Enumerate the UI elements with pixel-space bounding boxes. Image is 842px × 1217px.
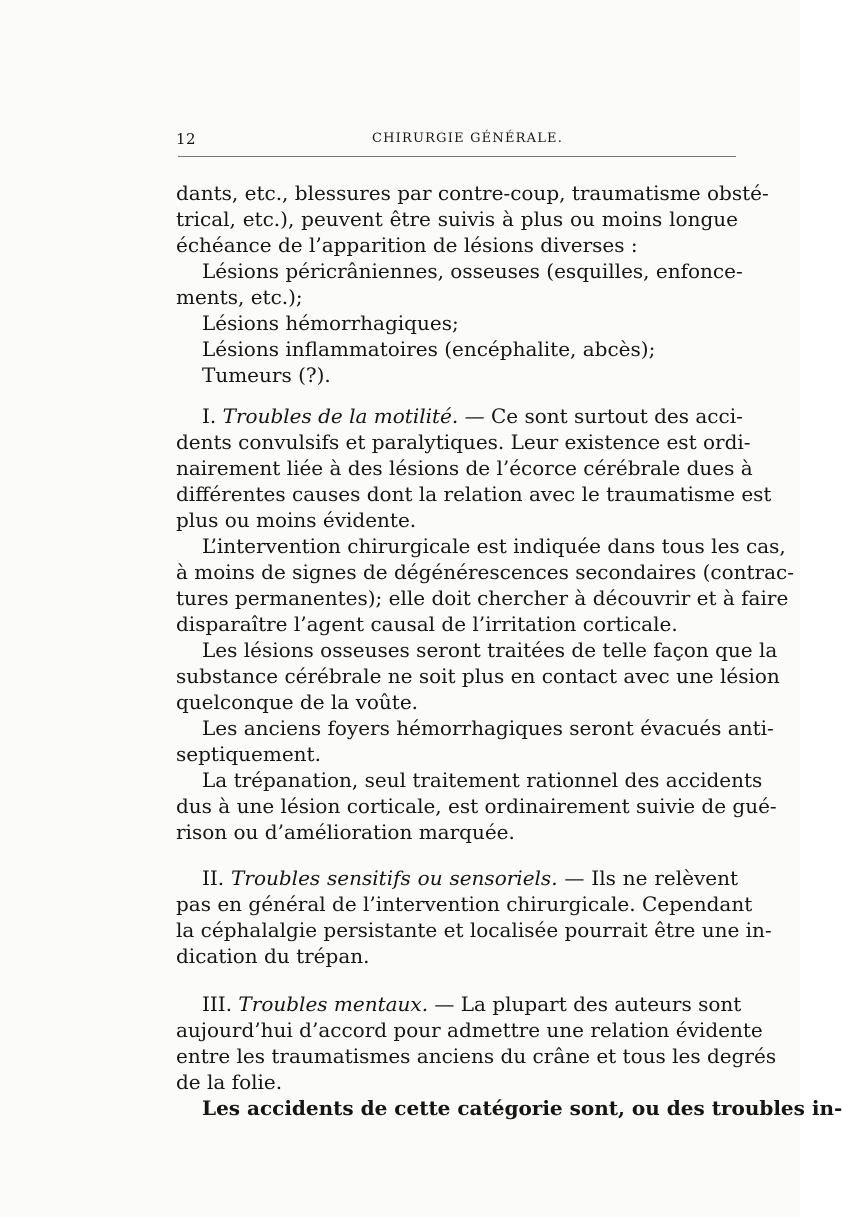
section-heading-continuation: — Ils ne relèvent bbox=[564, 866, 738, 890]
text-line: dents convulsifs et paralytiques. Leur existence est ordi- bbox=[176, 430, 751, 454]
list-item: Lésions hémorrhagiques; bbox=[202, 311, 459, 335]
text-line: substance cérébrale ne soit plus en contact avec une lésion bbox=[176, 664, 780, 688]
text-line: L’intervention chirurgicale est indiquée dans tous les cas, bbox=[202, 534, 786, 558]
motility-section bbox=[176, 403, 794, 845]
section-heading-line bbox=[176, 991, 742, 1017]
lesion-list bbox=[176, 258, 743, 388]
running-title: CHIRURGIE GÉNÉRALE. bbox=[372, 131, 564, 146]
text-line: tures permanentes); elle doit chercher à découvrir et à faire bbox=[176, 586, 789, 610]
text-line: de la folie. bbox=[176, 1070, 283, 1094]
section-heading-line bbox=[176, 865, 738, 891]
text-line: différentes causes dont la relation avec le traumatisme est bbox=[176, 482, 772, 506]
list-item: Tumeurs (?). bbox=[202, 363, 331, 387]
intro-paragraph bbox=[176, 180, 769, 258]
text-line: entre les traumatismes anciens du crâne et tous les degrés bbox=[176, 1044, 777, 1068]
text-line: Les anciens foyers hémorrhagiques seront évacués anti- bbox=[202, 716, 774, 740]
text-line: échéance de l’apparition de lésions diverses : bbox=[176, 233, 638, 257]
text-line: dants, etc., blessures par contre-coup, traumatisme obsté- bbox=[176, 181, 769, 205]
header-rule bbox=[178, 156, 736, 157]
section-number: III. bbox=[202, 992, 233, 1016]
section-heading-continuation: — La plupart des auteurs sont bbox=[434, 992, 742, 1016]
text-line: aujourd’hui d’accord pour admettre une relation évidente bbox=[176, 1018, 763, 1042]
text-line: Les lésions osseuses seront traitées de telle façon que la bbox=[202, 638, 778, 662]
section-title: Troubles de la motilité. bbox=[222, 404, 459, 428]
text-line: à moins de signes de dégénérescences secondaires (contrac- bbox=[176, 560, 794, 584]
text-line: septiquement. bbox=[176, 742, 321, 766]
mental-section bbox=[176, 991, 842, 1121]
section-number: I. bbox=[202, 404, 217, 428]
text-line: La trépanation, seul traitement rationnel des accidents bbox=[202, 768, 763, 792]
text-line: Les accidents de cette catégorie sont, ou des troubles in- bbox=[202, 1096, 842, 1120]
section-number: II. bbox=[202, 866, 225, 890]
running-head bbox=[176, 130, 736, 154]
text-line: rison ou d’amélioration marquée. bbox=[176, 820, 515, 844]
text-line: quelconque de la voûte. bbox=[176, 690, 419, 714]
list-item: Lésions inflammatoires (encéphalite, abcès); bbox=[202, 337, 656, 361]
text-line: la céphalalgie persistante et localisée pourrait être une in- bbox=[176, 918, 772, 942]
text-line: pas en général de l’intervention chirurgicale. Cependant bbox=[176, 892, 753, 916]
list-item: Lésions péricrâniennes, osseuses (esquilles, enfonce- bbox=[202, 259, 743, 283]
text-line: nairement liée à des lésions de l’écorce cérébrale dues à bbox=[176, 456, 753, 480]
text-line: plus ou moins évidente. bbox=[176, 508, 417, 532]
text-line: dus à une lésion corticale, est ordinairement suivie de gué- bbox=[176, 794, 777, 818]
section-heading-line bbox=[176, 403, 743, 429]
text-line: trical, etc.), peuvent être suivis à plus ou moins longue bbox=[176, 207, 738, 231]
section-heading-continuation: — Ce sont surtout des acci- bbox=[464, 404, 743, 428]
section-title: Troubles mentaux. bbox=[238, 992, 429, 1016]
text-line: disparaître l’agent causal de l’irritation corticale. bbox=[176, 612, 678, 636]
page-number: 12 bbox=[176, 130, 197, 148]
list-item-continuation: ments, etc.); bbox=[176, 285, 303, 309]
sensory-section bbox=[176, 865, 772, 969]
section-title: Troubles sensitifs ou sensoriels. bbox=[231, 866, 558, 890]
page-text bbox=[176, 180, 842, 1121]
text-line: dication du trépan. bbox=[176, 944, 370, 968]
